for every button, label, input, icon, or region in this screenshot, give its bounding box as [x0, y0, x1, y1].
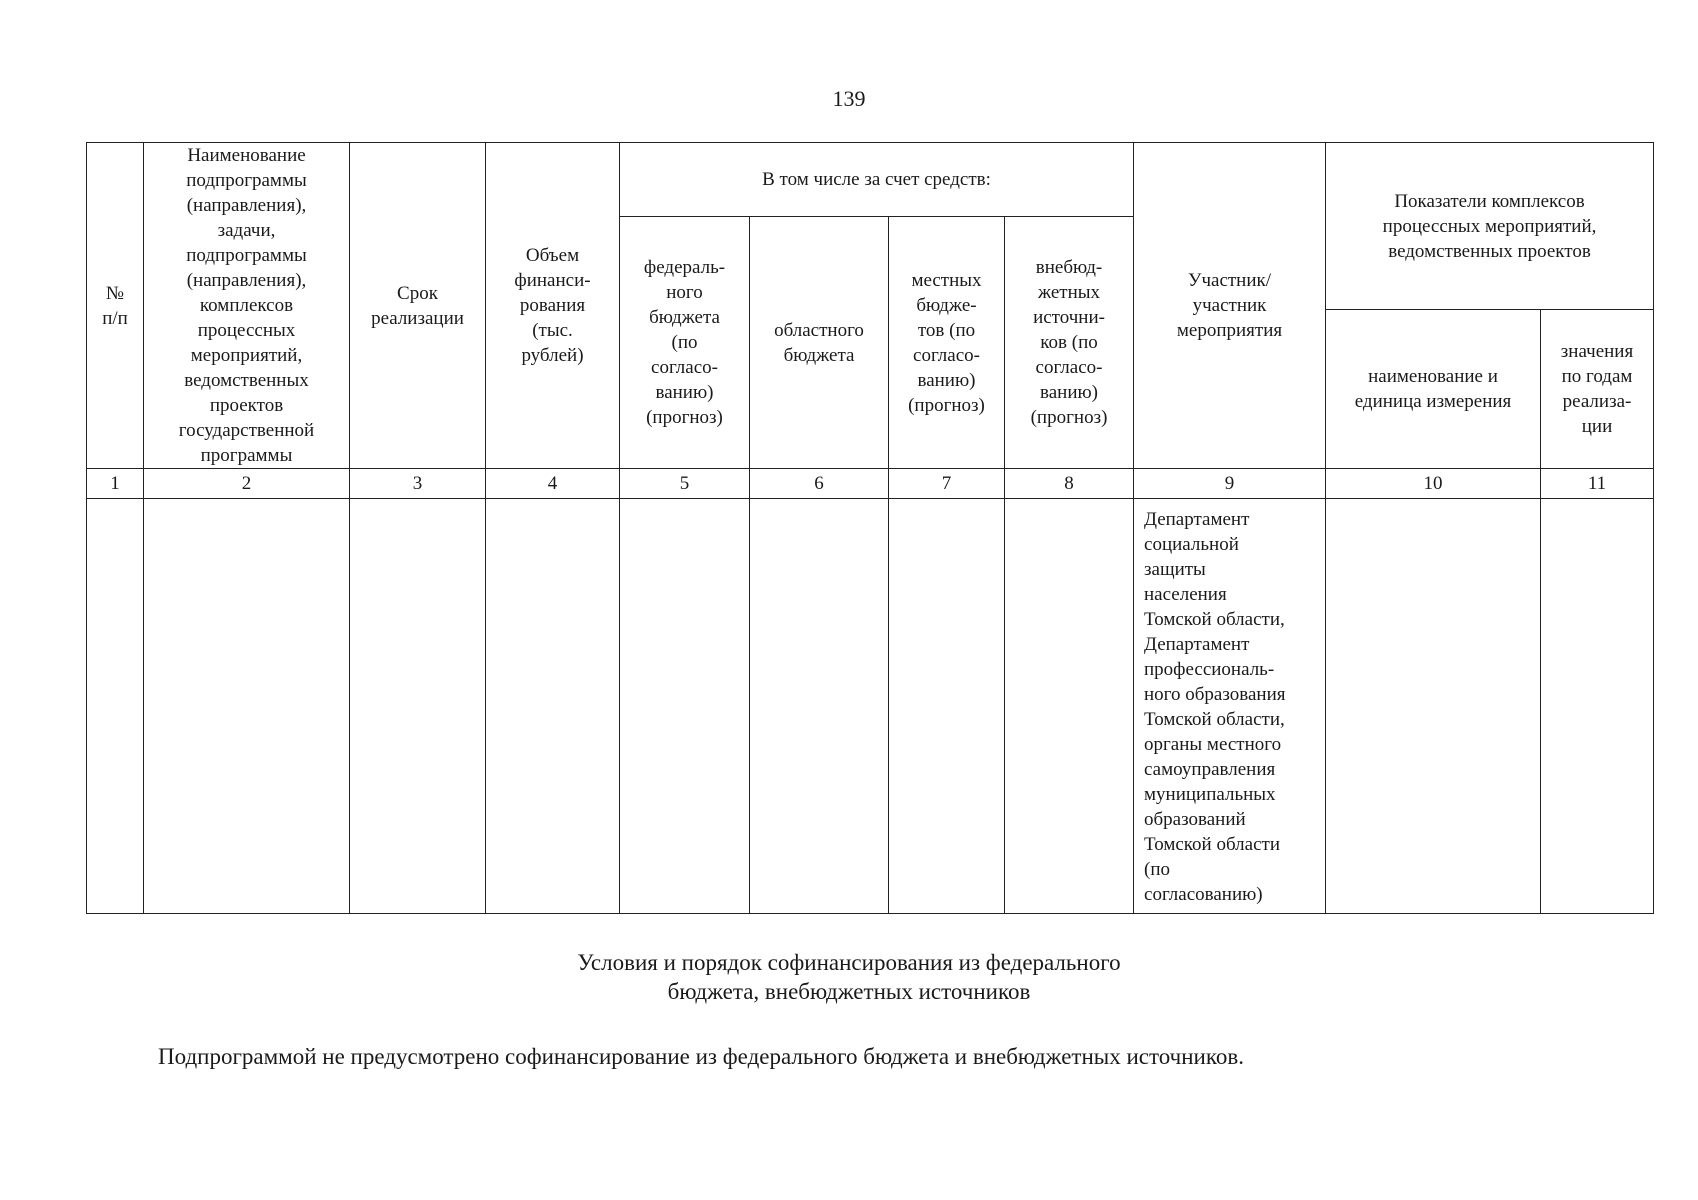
section-title: Условия и порядок софинансирования из федерального бюджета, внебюджетных источников	[577, 950, 1121, 1004]
header-row-top	[87, 143, 1654, 217]
header-indicator-values: значения по годам реализа- ции	[1541, 310, 1654, 469]
column-number: 11	[1541, 469, 1654, 499]
cell-local	[889, 499, 1005, 914]
column-number: 7	[889, 469, 1005, 499]
header-extra: внебюд- жетных источни- ков (по согласо- ванию) (прогноз)	[1005, 217, 1134, 469]
column-number: 8	[1005, 469, 1134, 499]
body-text: Подпрограммой не предусмотрено софинансирование из федерального бюджета и внебюджетных источников.	[158, 1044, 1244, 1069]
page-number: 139	[832, 86, 866, 111]
header-indicator-name: наименование и единица измерения	[1326, 310, 1541, 469]
column-number: 2	[144, 469, 350, 499]
column-number: 4	[486, 469, 620, 499]
column-number: 5	[620, 469, 750, 499]
column-number: 9	[1134, 469, 1326, 499]
cell-regional	[750, 499, 889, 914]
column-number-row	[87, 469, 1654, 499]
cell-indicator-name	[1326, 499, 1541, 914]
cell-term	[350, 499, 486, 914]
budget-table	[86, 142, 1654, 914]
header-term: Срок реализации	[350, 143, 486, 469]
header-no: № п/п	[87, 143, 144, 469]
column-number: 3	[350, 469, 486, 499]
cell-name	[144, 499, 350, 914]
table-row	[87, 499, 1654, 914]
header-including: В том числе за счет средств:	[620, 143, 1134, 217]
header-indicators: Показатели комплексов процессных мероприятий, ведомственных проектов	[1326, 143, 1654, 310]
header-local: местных бюдже- тов (по согласо- ванию) (прогноз)	[889, 217, 1005, 469]
column-number: 1	[87, 469, 144, 499]
header-name: Наименование подпрограммы (направления), задачи, подпрограммы (направления), комплексов процессных мероприятий, ведомственных проектов государственной программы	[144, 143, 350, 469]
header-federal: федераль- ного бюджета (по согласо- ванию) (прогноз)	[620, 217, 750, 469]
column-number: 6	[750, 469, 889, 499]
cell-volume	[486, 499, 620, 914]
cell-participant: Департамент социальной защиты населения Томской области, Департамент профессиональ- ного образования Томской области, органы местного самоуправления муниципальных образований Томской области (по согласованию)	[1134, 499, 1326, 914]
header-participant: Участник/ участник мероприятия	[1134, 143, 1326, 469]
header-volume: Объем финанси- рования (тыс. рублей)	[486, 143, 620, 469]
cell-no	[87, 499, 144, 914]
header-regional: областного бюджета	[750, 217, 889, 469]
column-number: 10	[1326, 469, 1541, 499]
cell-federal	[620, 499, 750, 914]
cell-extra	[1005, 499, 1134, 914]
cell-indicator-values	[1541, 499, 1654, 914]
